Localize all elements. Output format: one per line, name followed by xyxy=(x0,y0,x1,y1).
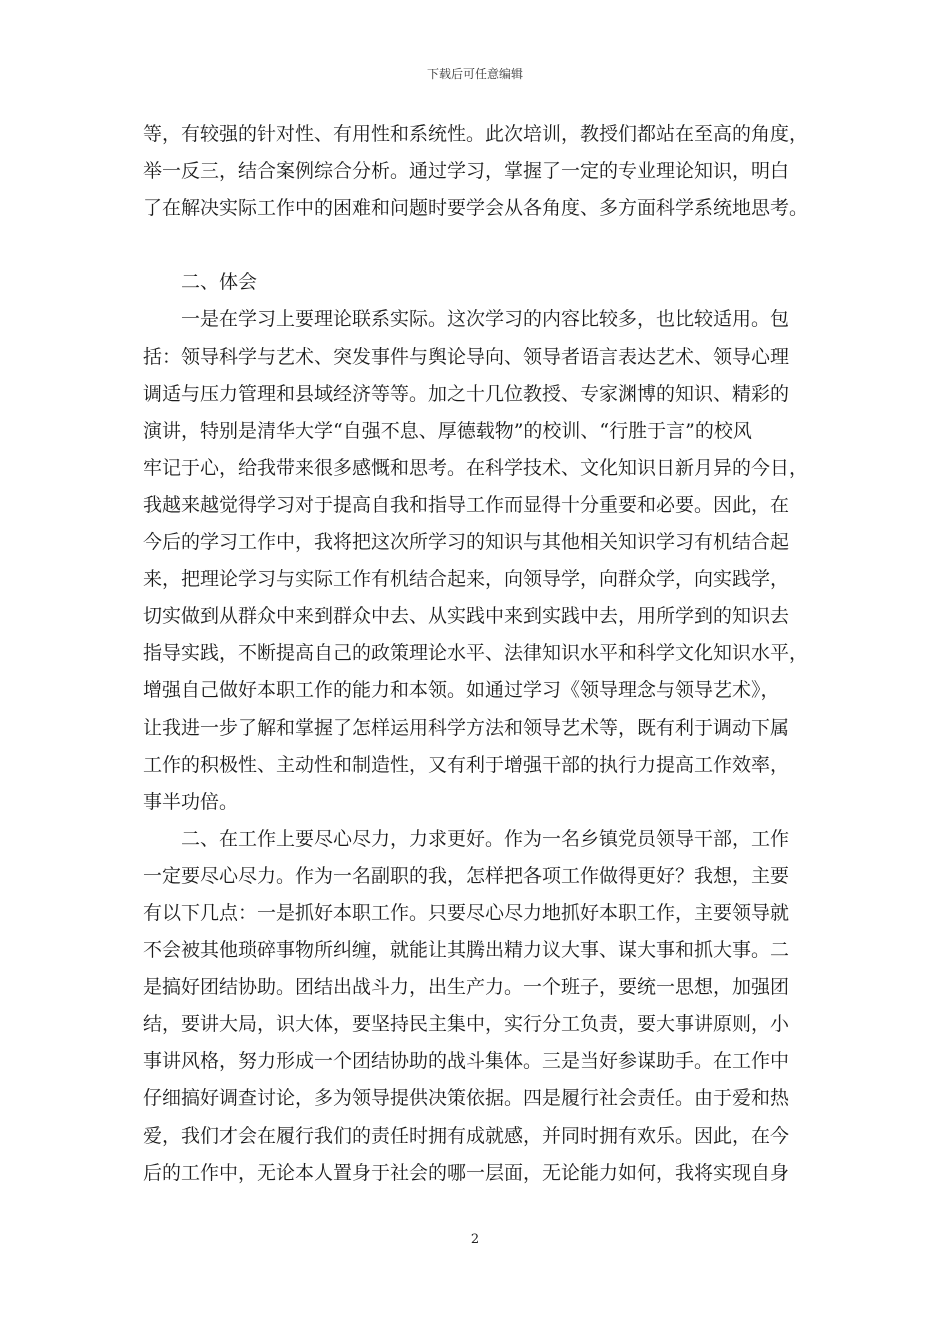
text-line: 来，把理论学习与实际工作有机结合起来，向领导学，向群众学，向实践学， xyxy=(143,568,790,591)
text-line: 举一反三，结合案例综合分析。通过学习，掌握了一定的专业理论知识，明白 xyxy=(143,160,790,183)
page-number: 2 xyxy=(470,1232,480,1247)
text-line: 一是在学习上要理论联系实际。这次学习的内容比较多，也比较适用。包 xyxy=(143,308,790,331)
text-line: 牢记于心，给我带来很多感慨和思考。在科学技术、文化知识日新月异的今日， xyxy=(143,456,809,479)
page-header: 下载后可任意编辑 xyxy=(426,67,523,81)
text-line: 演讲，特别是清华大学“自强不息、厚德载物”的校训、“行胜于言”的校风 xyxy=(143,419,752,442)
text-line: 仔细搞好调查讨论，多为领导提供决策依据。四是履行社会责任。由于爱和热 xyxy=(143,1087,790,1110)
text-line: 工作的积极性、主动性和制造性，又有利于增强干部的执行力提高工作效率， xyxy=(143,753,790,776)
section-heading xyxy=(143,264,817,301)
paragraph xyxy=(143,116,817,227)
text-line: 是搞好团结协助。团结出战斗力，出生产力。一个班子，要统一思想，加强团 xyxy=(143,976,790,999)
text-line: 等，有较强的针对性、有用性和系统性。此次培训，教授们都站在至高的角度， xyxy=(143,123,809,145)
text-line: 爱，我们才会在履行我们的责任时拥有成就感，并同时拥有欢乐。因此，在今 xyxy=(143,1124,790,1147)
text-line: 我越来越觉得学习对于提高自我和指导工作而显得十分重要和必要。因此，在 xyxy=(143,493,790,516)
text-line: 结，要讲大局，识大体，要坚持民主集中，实行分工负责，要大事讲原则，小 xyxy=(143,1013,790,1036)
text-line: 一定要尽心尽力。作为一名副职的我，怎样把各项工作做得更好？我想，主要 xyxy=(143,864,790,887)
text-line: 后的工作中，无论本人置身于社会的哪一层面，无论能力如何，我将实现自身 xyxy=(143,1161,790,1184)
text-line: 二、体会 xyxy=(143,271,258,294)
text-line: 增强自己做好本职工作的能力和本领。如通过学习《领导理念与领导艺术》， xyxy=(143,679,780,702)
paragraph xyxy=(143,301,817,820)
text-line: 事半功倍。 xyxy=(143,790,239,813)
text-line: 有以下几点：一是抓好本职工作。只要尽心尽力地抓好本职工作，主要领导就 xyxy=(143,901,790,924)
document-body xyxy=(143,116,817,1192)
text-line: 切实做到从群众中来到群众中去、从实践中来到实践中去，用所学到的知识去 xyxy=(143,605,790,628)
text-line: 今后的学习工作中，我将把这次所学习的知识与其他相关知识学习有机结合起 xyxy=(143,531,790,554)
text-line: 指导实践，不断提高自己的政策理论水平、法律知识水平和科学文化知识水平， xyxy=(143,642,809,665)
paragraph-gap xyxy=(143,227,817,264)
text-line: 事讲风格，努力形成一个团结协助的战斗集体。三是当好参谋助手。在工作中 xyxy=(143,1050,790,1073)
text-line: 了在解决实际工作中的困难和问题时要学会从各角度、多方面科学系统地思考。 xyxy=(143,197,809,220)
text-line: 调适与压力管理和县域经济等等。加之十几位教授、专家渊博的知识、精彩的 xyxy=(143,382,790,405)
text-line: 不会被其他琐碎事物所纠缠，就能让其腾出精力议大事、谋大事和抓大事。二 xyxy=(143,939,790,962)
text-line: 括：领导科学与艺术、突发事件与舆论导向、领导者语言表达艺术、领导心理 xyxy=(143,345,790,368)
paragraph xyxy=(143,821,817,1192)
text-line: 让我进一步了解和掌握了怎样运用科学方法和领导艺术等，既有利于调动下属 xyxy=(143,716,790,739)
text-line: 二、在工作上要尽心尽力，力求更好。作为一名乡镇党员领导干部，工作 xyxy=(143,827,790,850)
